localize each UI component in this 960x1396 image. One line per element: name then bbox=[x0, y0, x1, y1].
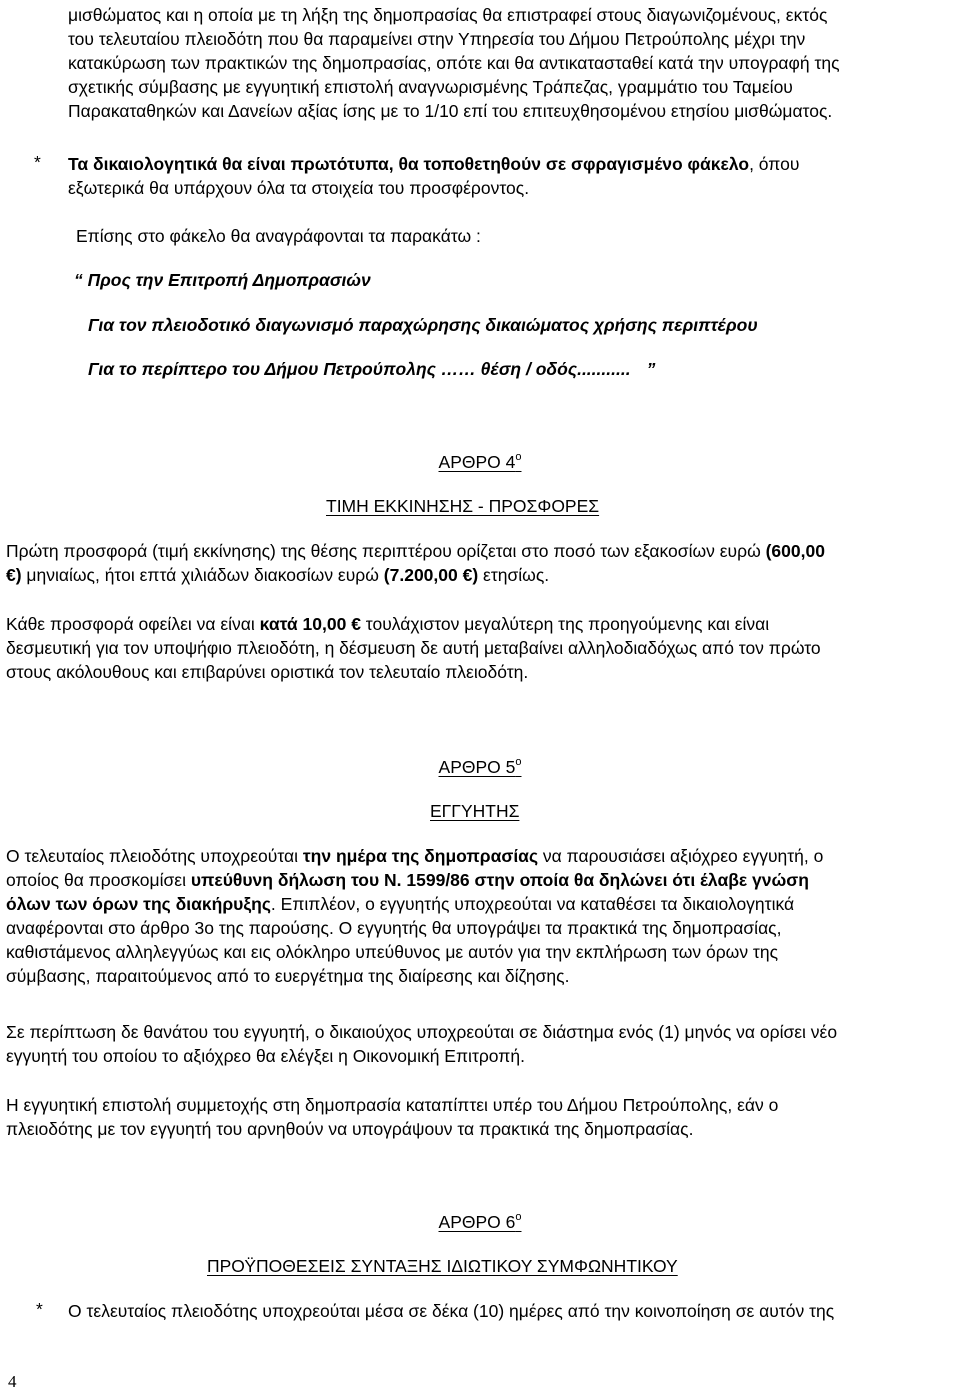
text-line: πλειοδότης με τον εγγυητή του αρνηθούν να υπογράψουν τα πρακτικά της δημοπρασίας. bbox=[6, 1119, 694, 1139]
text-line: σύμβασης, παραιτούμενος από το ευεργέτημα της διαίρεσης και δίζησης. bbox=[6, 966, 570, 986]
bold-amount: (7.200,00 €) bbox=[383, 565, 479, 585]
article-4-paragraph-2: Κάθε προσφορά οφείλει να είναι κατά 10,00 € τουλάχιστον μεγαλύτερη της προηγούμενης και είναι δεσμευτική για τον υποψήφιο πλειοδότη, η δέσμευση δε αυτή μεταβαίνει αλληλοδιαδόχως από τον πρώτο στους ακόλουθους και επιβαρύνει οριστικά τον τελευταίο πλειοδότη. bbox=[6, 614, 821, 682]
bold-amount: κατά 10,00 € bbox=[259, 614, 361, 634]
article-6-bullet-1: Ο τελευταίος πλειοδότης υποχρεούται μέσα σε δέκα (10) ημέρες από την κοινοποίηση σε αυτόν της bbox=[68, 1301, 835, 1321]
page-number: 4 bbox=[8, 1372, 17, 1391]
text-line: εξωτερικά θα υπάρχουν όλα τα στοιχεία του προσφέροντος. bbox=[68, 178, 530, 198]
bullet-marker: * bbox=[36, 1299, 43, 1319]
article-5-paragraph-1: Ο τελευταίος πλειοδότης υποχρεούται την ημέρα της δημοπρασίας να παρουσιάσει αξιόχρεο εγγυητή, ο οποίος θα προσκομίσει υπεύθυνη δήλωση του Ν. 1599/86 στην οποία θα δηλώνει ότι έλαβε γνώση όλων των όρων της διακήρυξης. Επιπλέον, ο εγγυητής υποχρεούται να καταθέσει τα δικαιολογητικά αναφέρονται στο άρθρο 3ο της παρούσης. Ο εγγυητής θα υπογράψει τα πρακτικά της δημοπρασίας, καθιστάμενος αλληλεγγύως και εις ολόκληρο υπεύθυνος με αυτόν για την εκπλήρωση των όρων της σύμβασης, παραιτούμενος από το ευεργέτημα της διαίρεσης και δίζησης. bbox=[6, 846, 824, 986]
bold-currency: €) bbox=[6, 565, 22, 585]
article-6-subtitle: ΠΡΟΫΠΟΘΕΣΕΙΣ ΣΥΝΤΑΞΗΣ ΙΔΙΩΤΙΚΟΥ ΣΥΜΦΩΝΗΤΙΚΟΥ bbox=[207, 1256, 678, 1276]
text-line: του τελευταίου πλειοδότη που θα παραμείνει στην Υπηρεσία του Δήμου Πετρούπολης μέχρι την bbox=[68, 29, 806, 49]
text-line: εγγυητή του οποίου το αξιόχρεο θα ελέγξει η Οικονομική Επιτροπή. bbox=[6, 1046, 525, 1066]
open-quote: “ bbox=[74, 270, 83, 290]
article-4-heading: ΑΡΘΡΟ $4^o$ bbox=[438, 451, 522, 472]
close-quote: ” bbox=[646, 359, 656, 379]
envelope-kiosk-location: Για το περίπτερο του Δήμου Πετρούπολης …… θέση / οδός........... bbox=[88, 359, 631, 379]
text-line: κατακύρωση των πρακτικών της δημοπρασίας, οπότε και θα αντικατασταθεί κατά την υπογραφή της bbox=[68, 53, 840, 73]
text-line: μισθώματος και η οποία με τη λήξη της δημοπρασίας θα επιστραφεί στους διαγωνιζομένους, εκτός bbox=[68, 5, 828, 25]
envelope-recipient: Προς την Επιτροπή Δημοπρασιών bbox=[87, 270, 371, 290]
article-5-heading: ΑΡΘΡΟ $5^o$ bbox=[438, 756, 522, 777]
text-line: αναφέρονται στο άρθρο 3ο της παρούσης. Ο εγγυητής θα υπογράψει τα πρακτικά της δημοπρασίας, bbox=[6, 918, 782, 938]
text-line: Σε περίπτωση δε θανάτου του εγγυητή, ο δικαιούχος υποχρεούται σε διάστημα ενός (1) μηνός να ορίσει νέο bbox=[6, 1022, 838, 1042]
text-line: Η εγγυητική επιστολή συμμετοχής στη δημοπρασία καταπίπτει υπέρ του Δήμου Πετρούπολης, εάν ο bbox=[6, 1095, 779, 1115]
article-6-heading: ΑΡΘΡΟ $6^o$ bbox=[438, 1211, 522, 1232]
text-line: σχετικής σύμβασης με εγγυητική επιστολή αναγνωρισμένης Τράπεζας, γραμμάτιο του Ταμείου bbox=[68, 77, 793, 97]
article-4-subtitle: ΤΙΜΗ ΕΚΚΙΝΗΣΗΣ - ΠΡΟΣΦΟΡΕΣ bbox=[326, 496, 600, 516]
envelope-intro: Επίσης στο φάκελο θα αναγράφονται τα παρακάτω : bbox=[76, 226, 481, 246]
text-line: Παρακαταθηκών και Δανείων αξίας ίσης με το 1/10 επί του επιτευχθησομένου ετησίου μισθώματος. bbox=[68, 101, 833, 121]
text-line: δεσμευτική για τον υποψήφιο πλειοδότη, η δέσμευση δε αυτή μεταβαίνει αλληλοδιαδόχως από τον πρώτο bbox=[6, 638, 821, 658]
article-5-subtitle: ΕΓΓΥΗΤΗΣ bbox=[430, 801, 520, 821]
text-line: καθιστάμενος αλληλεγγύως και εις ολόκληρο υπεύθυνος με αυτόν για την εκπλήρωση των όρων της bbox=[6, 942, 779, 962]
article-5-paragraph-2 bbox=[6, 1020, 837, 1068]
bullet-documents-envelope bbox=[68, 152, 799, 200]
text-line: στους ακόλουθους και επιβαρύνει οριστικά τον τελευταίο πλειοδότη. bbox=[6, 662, 529, 682]
article-5-paragraph-3 bbox=[6, 1093, 778, 1141]
bold-text: Τα δικαιολογητικά θα είναι πρωτότυπα, θα τοποθετηθούν σε σφραγισμένο φάκελο bbox=[68, 154, 750, 174]
envelope-line-2: Για τον πλειοδοτικό διαγωνισμό παραχώρησης δικαιώματος χρήσης περιπτέρου bbox=[88, 315, 758, 335]
article-4-paragraph-1: Πρώτη προσφορά (τιμή εκκίνησης) της θέσης περιπτέρου ορίζεται στο ποσό των εξακοσίων ευρώ (600,00 €) μηνιαίως, ήτοι επτά χιλιάδων διακοσίων ευρώ (7.200,00 €) ετησίως. bbox=[6, 541, 825, 585]
paragraph-deposit-continuation bbox=[68, 3, 840, 123]
envelope-line-1 bbox=[74, 268, 371, 292]
bold-amount: (600,00 bbox=[765, 541, 825, 561]
text: , όπου bbox=[749, 154, 800, 174]
bullet-marker: * bbox=[34, 152, 41, 172]
envelope-line-3 bbox=[88, 357, 655, 381]
